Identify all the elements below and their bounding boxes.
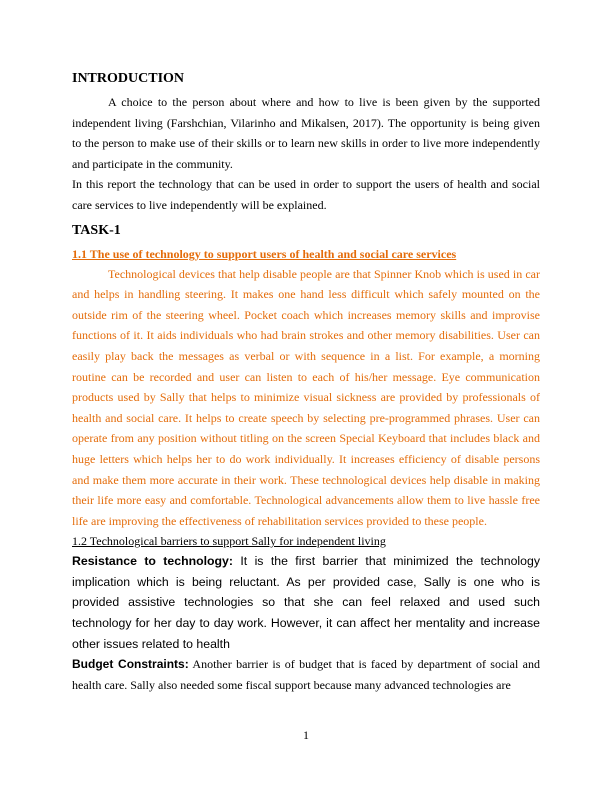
introduction-paragraph: A choice to the person about where and how to live is been given by the supported independent living (Farshchian, Vilarinho and Mikalsen, 2017). The opportunity is being given to the person to make use of their skills or to learn new skills in order to live more independently and participate in the community. (72, 95, 540, 171)
subsection-1-1-body: Technological devices that help disable people are that Spinner Knob which is used in car and helps in handling steering. It makes one hand less difficult which safely mounted on the outside rim of the steering wheel. Pocket coach which increases memory skills and improvise functions of it. It aids individuals who had brain strokes and other memory disabilities. User can easily play back the messages as verbal or with sequence in a list. For example, a morning routine can be recorded and user can listen to each of his/her message. Eye communication products used by Sally that helps to minimize visual sickness are provided by professionals of health and social care. It helps to create speech by selecting pre-programmed phrases. User can operate from any position without titling on the screen Special Keyboard that includes black and huge letters which helps her to do work individually. It increases efficiency of disable persons and make them more accurate in their work. These technological devices help disable in making their life more easy and comfortable. Technological advancements allow them to live hassle free life are improving the effectiveness of rehabilitation services provided to these people. (72, 266, 540, 528)
task-1-heading: TASK-1 (72, 222, 121, 238)
barrier-resistance-paragraph (72, 551, 540, 654)
barrier-budget-lead: Budget Constraints: (72, 657, 189, 672)
barrier-resistance-body: It is the first barrier that minimized the technology implication which is being reluctant. As per provided case, Sally is one who is provided assistive technologies so that she can feel relaxed and used such technology for her day to day work. However, it can affect her mentality and increase other issues related to health (72, 554, 540, 651)
subsection-1-2-heading: 1.2 Technological barriers to support Sally for independent living (72, 534, 386, 549)
introduction-paragraph-2: In this report the technology that can be used in order to support the users of health and social care services to live independently will be explained. (72, 177, 540, 212)
barrier-budget-paragraph (72, 654, 540, 695)
page-number: 1 (303, 728, 309, 742)
introduction-heading: INTRODUCTION (72, 71, 185, 86)
subsection-1-1-heading: 1.1 The use of technology to support users of health and social care services (72, 246, 457, 261)
document-page (72, 68, 540, 695)
barrier-budget-body: Another barrier is of budget that is faced by department of social and health care. Sally also needed some fiscal support because many advanced technologies are (72, 657, 540, 692)
barrier-resistance-lead: Resistance to technology: (72, 554, 233, 569)
